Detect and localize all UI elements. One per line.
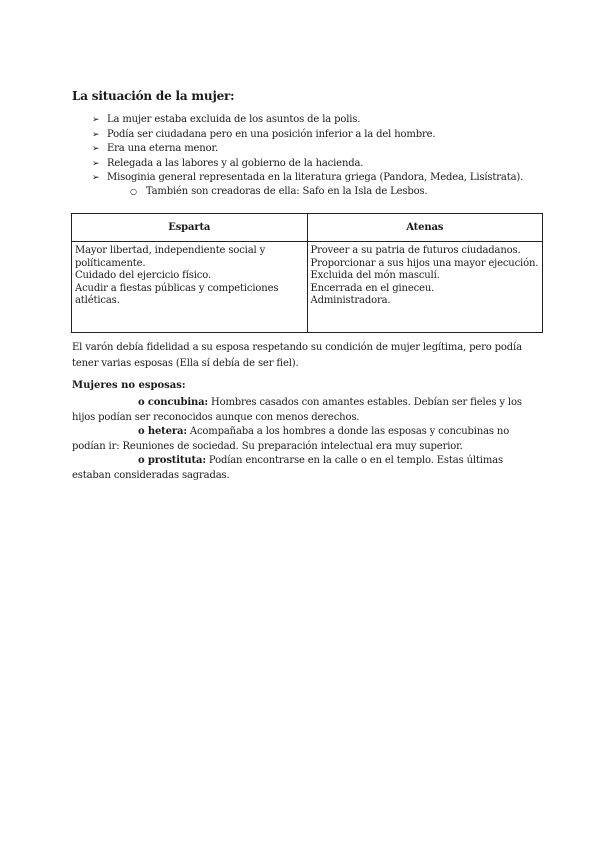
table-header-atenas: Atenas bbox=[307, 214, 543, 242]
fidelity-paragraph: El varón debía fidelidad a su esposa respetando su condición de mujer legítima, pero podía tener varias esposas (Ella sí debía de ser fiel). bbox=[72, 342, 522, 369]
list-item: ➢ Era una eterna menor. bbox=[92, 142, 523, 157]
circle-bullet-icon: ○ bbox=[130, 187, 137, 196]
list-item: ➢ Misoginia general representada en la literatura griega (Pandora, Medea, Lisístrata). bbox=[92, 171, 523, 186]
cell-line: Mayor libertad, independiente social y bbox=[75, 245, 266, 256]
list-item: ➢ Relegada a las labores y al gobierno de la hacienda. bbox=[92, 157, 523, 172]
comparison-table bbox=[71, 213, 543, 333]
list-item: ➢ La mujer estaba excluida de los asuntos de la polis. bbox=[92, 113, 523, 128]
definition-term: o prostituta: bbox=[138, 455, 206, 466]
definition-term: o hetera: bbox=[138, 426, 187, 437]
cell-line: atléticas. bbox=[75, 295, 120, 306]
table-header-esparta: Esparta bbox=[72, 214, 308, 242]
arrow-bullet-icon: ➢ bbox=[92, 115, 100, 125]
definition-prostituta: o prostituta: Podían encontrarse en la calle o en el templo. Estas últimas estaban consideradas sagradas. bbox=[72, 455, 503, 481]
arrow-bullet-icon: ➢ bbox=[92, 129, 100, 140]
cell-line: Excluida del món masculí. bbox=[310, 270, 440, 281]
definition-hetera: o hetera: Acompañaba a los hombres a donde las esposas y concubinas no podían ir: Reuniones de sociedad. Su preparación intelectual era muy superior. bbox=[72, 426, 510, 452]
section-title: Mujeres no esposas: bbox=[72, 380, 186, 391]
definition-concubina: o concubina: Hombres casados con amantes estables. Debían ser fieles y los hijos podían ser reconocidos aunque con menos derechos. bbox=[72, 397, 522, 423]
table-cell-esparta bbox=[72, 242, 308, 333]
bullet-list bbox=[92, 113, 523, 186]
cell-line: Acudir a fiestas públicas y competiciones bbox=[75, 282, 279, 294]
table-cell-atenas bbox=[307, 242, 543, 333]
arrow-bullet-icon: ➢ bbox=[92, 144, 100, 155]
cell-line: Cuidado del ejercicio físico. bbox=[75, 270, 211, 281]
cell-line: Encerrada en el gineceu. bbox=[310, 282, 435, 294]
cell-line: Administradora. bbox=[310, 295, 391, 306]
arrow-bullet-icon: ➢ bbox=[92, 158, 100, 169]
sub-bullet: ○ También son creadoras de ella: Safo en la Isla de Lesbos. bbox=[130, 186, 428, 197]
page-title: La situación de la mujer: bbox=[72, 89, 235, 103]
cell-line: políticamente. bbox=[75, 257, 146, 269]
cell-line: Proveer a su patria de futuros ciudadanos. bbox=[310, 245, 521, 256]
arrow-bullet-icon: ➢ bbox=[92, 173, 100, 184]
cell-line: Proporcionar a sus hijos una mayor ejecución. bbox=[310, 257, 539, 269]
list-item: ➢ Podía ser ciudadana pero en una posición inferior a la del hombre. bbox=[92, 128, 523, 143]
definition-term: o concubina: bbox=[138, 397, 208, 408]
